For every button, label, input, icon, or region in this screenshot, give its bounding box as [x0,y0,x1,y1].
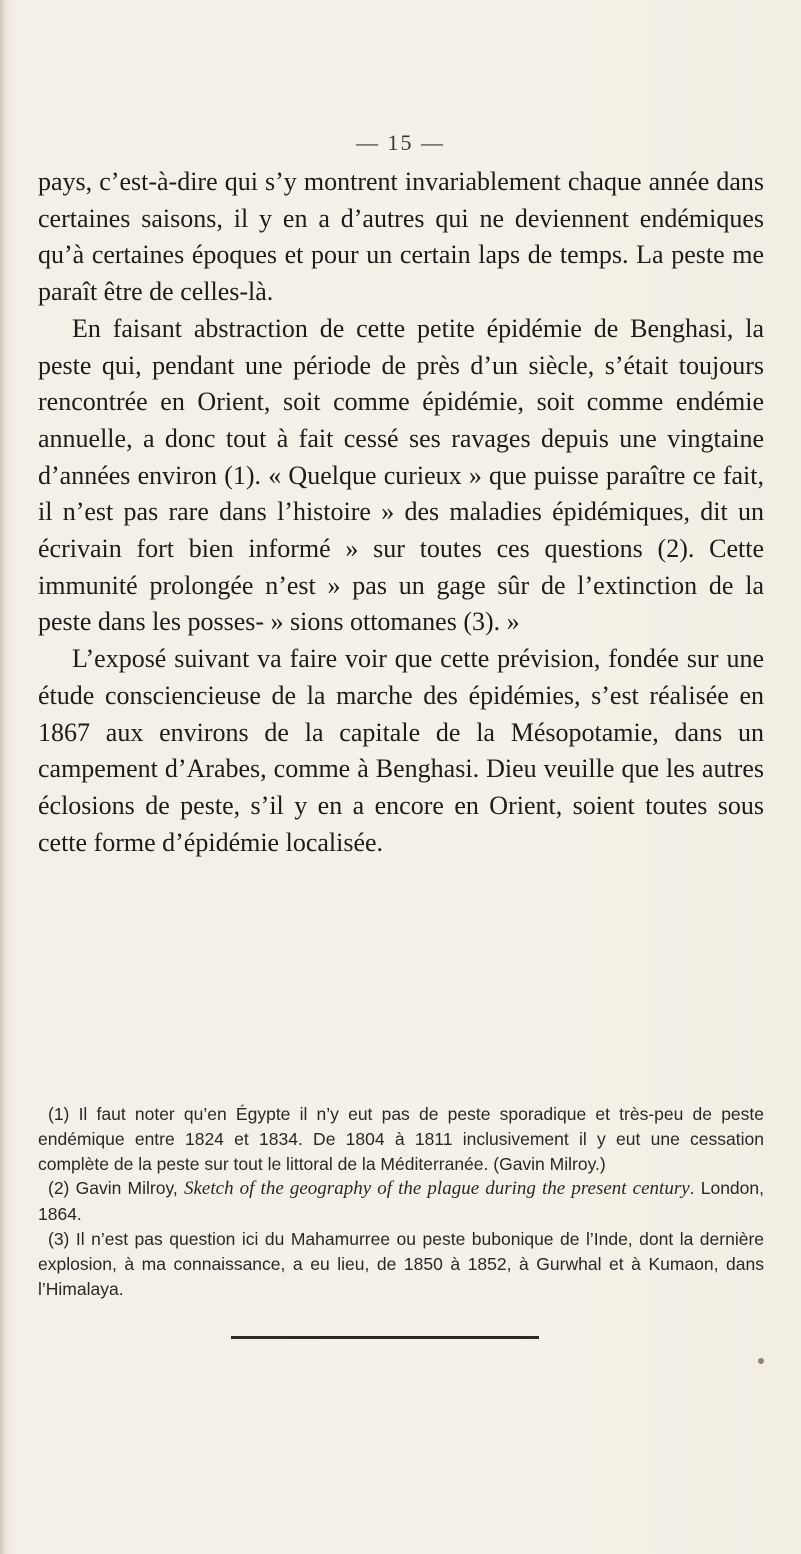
footnotes [38,1102,764,1301]
footnote-2-title: Sketch of the geography of the plague during the present century [183,1178,690,1200]
page-number: — 15 — [356,130,445,155]
body-text [38,164,764,861]
paragraph-1: pays, c’est-à-dire qui s’y montrent invariablement chaque année dans certaines saisons, il y en a d’autres qui ne deviennent endémiques qu’à certaines époques et pour un certain laps de temps. La peste me paraît être de celles-là. [38,167,764,307]
footnote-3: (3) Il n’est pas question ici du Mahamurree ou peste bubonique de l’Inde, dont la dernière explosion, à ma connaissance, a eu lieu, de 1850 à 1852, à Gurwhal et à Kumaon, dans l’Himalaya. [38,1228,764,1299]
footnote-1: (1) Il faut noter qu’en Égypte il n’y eut pas de peste sporadique et très-peu de peste endémique entre 1824 et 1834. De 1804 à 1811 inclusivement il y eut une cessation complète de la peste sur tout le littoral de la Méditerranée. (Gavin Milroy.) [38,1104,764,1174]
footnote-2 [38,1176,764,1227]
footer-rule [231,1336,539,1339]
footnote-2-publication: . London, 1864. [38,1178,764,1225]
paper-speck [758,1358,764,1364]
paragraph-3: L’exposé suivant va faire voir que cette prévision, fondée sur une étude consciencieuse de la marche des épidémies, s’est réalisée en 1867 aux environs de la capitale de la Mésopotamie, dans un campement d’Arabes, comme à Benghasi. Dieu veuille que les autres éclosions de peste, s’il y en a encore en Orient, soient toutes sous cette forme d’épidémie localisée. [38,644,764,857]
paragraph-2: En faisant abstraction de cette petite épidémie de Benghasi, la peste qui, pendant une période de près d’un siècle, s’était toujours rencontrée en Orient, soit comme épidémie, soit comme endémie annuelle, a donc tout à fait cessé ses ravages depuis une vingtaine d’années environ (1). « Quelque curieux » que puisse paraître ce fait, il n’est pas rare dans l’histoire » des maladies épidémiques, dit un écrivain fort bien informé » sur toutes ces questions (2). Cette immunité prolongée n’est » pas un gage sûr de l’extinction de la peste dans les posses- » sions ottomanes (3). » [38,313,764,637]
footnote-2-author: (2) Gavin Milroy, [48,1178,184,1199]
page-edge-shadow [0,0,6,1554]
